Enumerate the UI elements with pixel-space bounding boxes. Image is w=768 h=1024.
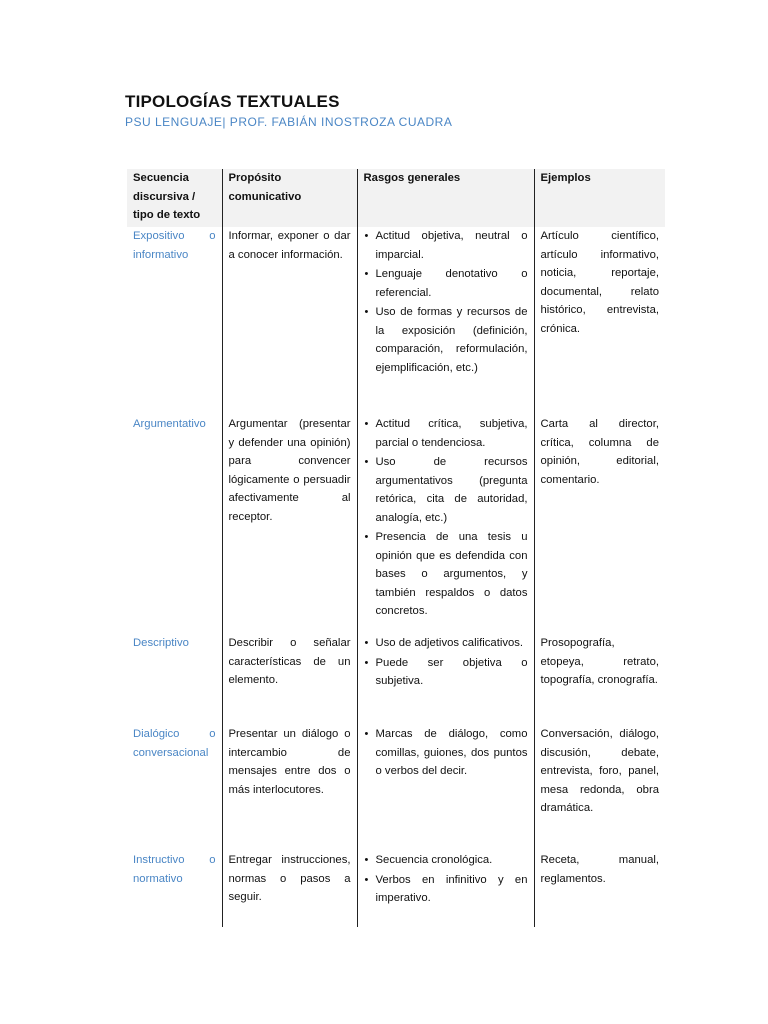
list-item: • Uso de formas y recursos de la exposición (definición, comparación, reformulación, ejemplificación, etc.) (376, 303, 528, 377)
list-item: • Actitud crítica, subjetiva, parcial o tendenciosa. (376, 415, 528, 452)
column-header-secuencia: Secuencia discursiva / tipo de texto (127, 169, 222, 227)
table-row (127, 851, 665, 927)
rasgos-list (364, 851, 528, 908)
list-item: • Uso de recursos argumentativos (pregunta retórica, cita de autoridad, analogía, etc.) (376, 453, 528, 527)
tipo-cell: Instructivo o normativo (133, 854, 216, 885)
table-row (127, 227, 665, 415)
list-item: • Actitud objetiva, neutral o imparcial. (376, 227, 528, 264)
rasgos-list (364, 634, 528, 691)
table-row (127, 634, 665, 725)
rasgos-cell (357, 227, 534, 415)
tipo-cell: Expositivo o informativo (133, 230, 216, 261)
list-item: • Uso de adjetivos calificativos. (376, 634, 528, 653)
proposito-cell: Entregar instrucciones, normas o pasos a seguir. (222, 851, 357, 927)
tipo-cell: Descriptivo (133, 637, 189, 649)
rasgos-cell (357, 851, 534, 927)
page-title: TIPOLOGÍAS TEXTUALES (125, 92, 340, 111)
ejemplos-cell: Conversación, diálogo, discusión, debate, entrevista, foro, panel, mesa redonda, obra dramática. (534, 725, 665, 851)
rasgos-cell (357, 725, 534, 851)
list-item: • Lenguaje denotativo o referencial. (376, 265, 528, 302)
rasgos-cell (357, 634, 534, 725)
proposito-cell: Describir o señalar características de un elemento. (222, 634, 357, 725)
rasgos-list (364, 725, 528, 781)
ejemplos-cell: Carta al director, crítica, columna de opinión, editorial, comentario. (534, 415, 665, 634)
table-row (127, 415, 665, 634)
column-header-ejemplos: Ejemplos (534, 169, 665, 227)
proposito-cell: Informar, exponer o dar a conocer información. (222, 227, 357, 415)
ejemplos-cell: Prosopografía, etopeya, retrato, topografía, cronografía. (534, 634, 665, 725)
proposito-cell: Presentar un diálogo o intercambio de mensajes entre dos o más interlocutores. (222, 725, 357, 851)
list-item: • Marcas de diálogo, como comillas, guiones, dos puntos o verbos del decir. (376, 725, 528, 781)
table-header-row (127, 169, 665, 227)
rasgos-cell (357, 415, 534, 634)
list-item: • Secuencia cronológica. (376, 851, 528, 870)
ejemplos-cell: Artículo científico, artículo informativo, noticia, reportaje, documental, relato histórico, entrevista, crónica. (534, 227, 665, 415)
ejemplos-cell: Receta, manual, reglamentos. (534, 851, 665, 927)
page-subtitle: PSU LENGUAJE| PROF. FABIÁN INOSTROZA CUADRA (125, 115, 453, 129)
list-item: • Presencia de una tesis u opinión que es defendida con bases o argumentos, y también respaldos o datos concretos. (376, 528, 528, 621)
rasgos-list (364, 227, 528, 377)
rasgos-list (364, 415, 528, 621)
list-item: • Verbos en infinitivo y en imperativo. (376, 871, 528, 908)
list-item: • Puede ser objetiva o subjetiva. (376, 654, 528, 691)
tipo-cell: Argumentativo (133, 418, 206, 430)
proposito-cell: Argumentar (presentar y defender una opinión) para convencer lógicamente o persuadir afectivamente al receptor. (222, 415, 357, 634)
tipo-cell: Dialógico o conversacional (133, 728, 216, 759)
table-row (127, 725, 665, 851)
column-header-rasgos: Rasgos generales (357, 169, 534, 227)
typology-table (127, 169, 665, 927)
column-header-proposito: Propósito comunicativo (222, 169, 357, 227)
